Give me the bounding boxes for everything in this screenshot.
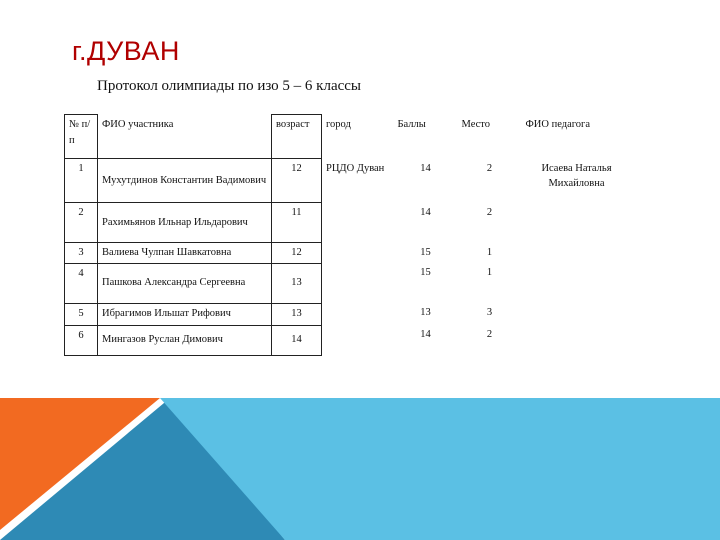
header-place: Место xyxy=(461,118,490,130)
cell-place: 3 xyxy=(486,307,493,319)
table-row xyxy=(65,203,632,243)
cell-teacher xyxy=(522,303,632,325)
header-score: Баллы xyxy=(397,118,426,130)
results-table xyxy=(64,114,632,356)
cell-name: Пашкова Александра Сергеевна xyxy=(98,263,272,303)
cell-score: 15 xyxy=(420,267,431,279)
cell-name: Мухутдинов Константин Вадимович xyxy=(98,159,272,203)
cell-teacher xyxy=(522,325,632,355)
cell-age: 11 xyxy=(272,203,322,243)
cell-place: 1 xyxy=(486,246,493,258)
cell-city: РЦДО Дуван xyxy=(326,162,385,174)
cell-place: 1 xyxy=(486,267,493,279)
cell-name: Мингазов Руслан Димович xyxy=(98,325,272,355)
header-num: № п/п xyxy=(65,115,98,159)
table-row xyxy=(65,303,632,325)
cell-age: 13 xyxy=(272,303,322,325)
cell-age: 12 xyxy=(272,159,322,203)
table-row xyxy=(65,243,632,264)
header-name: ФИО участника xyxy=(102,118,174,130)
cell-score: 14 xyxy=(420,206,431,218)
cell-teacher: Исаева Наталья Михайловна xyxy=(541,162,612,190)
cell-name: Ибрагимов Ильшат Рифович xyxy=(98,303,272,325)
cell-city xyxy=(322,243,394,264)
cell-num: 6 xyxy=(65,325,98,355)
cell-name: Рахимьянов Ильнар Ильдарович xyxy=(98,203,272,243)
table-row xyxy=(65,325,632,355)
cell-place: 2 xyxy=(486,162,493,174)
light-blue-shape xyxy=(160,398,720,540)
cell-city xyxy=(322,303,394,325)
cell-teacher xyxy=(522,263,632,303)
table-row xyxy=(65,159,632,203)
cell-num: 3 xyxy=(65,243,98,264)
dark-blue-triangle xyxy=(0,398,285,540)
cell-score: 14 xyxy=(420,329,431,341)
cell-age: 12 xyxy=(272,243,322,264)
header-teacher: ФИО педагога xyxy=(525,118,590,130)
cell-score: 15 xyxy=(420,246,431,258)
cell-num: 5 xyxy=(65,303,98,325)
orange-triangle xyxy=(0,398,160,530)
cell-teacher xyxy=(522,203,632,243)
cell-num: 4 xyxy=(65,263,98,303)
cell-age: 14 xyxy=(272,325,322,355)
cell-score: 13 xyxy=(420,307,431,319)
cell-num: 2 xyxy=(65,203,98,243)
table-header-row xyxy=(65,115,632,159)
cell-city xyxy=(322,325,394,355)
header-city: город xyxy=(326,118,351,130)
cell-city xyxy=(322,263,394,303)
cell-score: 14 xyxy=(420,162,431,174)
protocol-subtitle: Протокол олимпиады по изо 5 – 6 классы xyxy=(97,78,362,94)
slide-title: г.ДУВАН xyxy=(72,36,180,66)
cell-place: 2 xyxy=(486,206,493,218)
cell-place: 2 xyxy=(486,329,493,341)
cell-teacher xyxy=(522,243,632,264)
header-age: возраст xyxy=(272,115,322,159)
table-row xyxy=(65,263,632,303)
cell-name: Валиева Чулпан Шавкатовна xyxy=(98,243,272,264)
cell-num: 1 xyxy=(65,159,98,203)
cell-city xyxy=(322,203,394,243)
cell-age: 13 xyxy=(272,263,322,303)
